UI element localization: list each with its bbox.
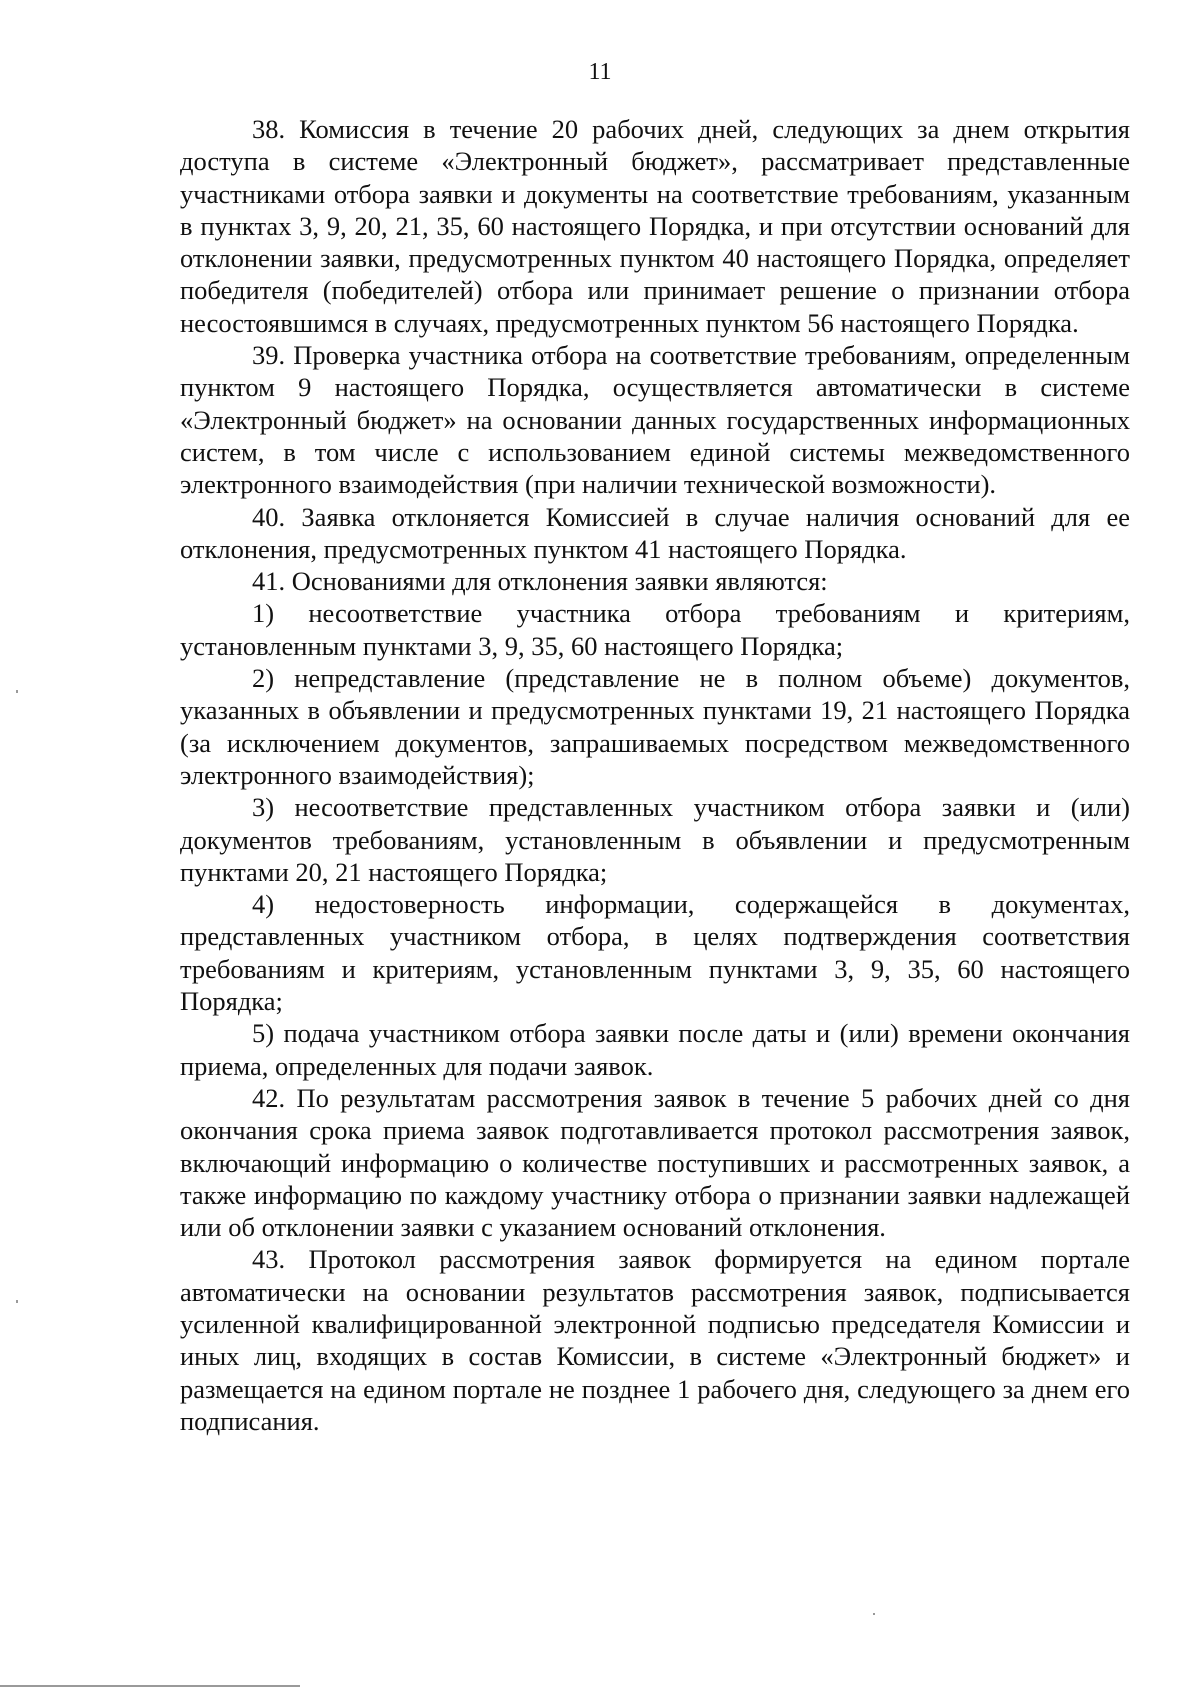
document-body [180, 113, 1130, 1437]
scan-speck [873, 1613, 875, 1615]
paragraph-38: 38. Комиссия в течение 20 рабочих дней, следующих за днем открытия доступа в системе «Электронный бюджет», рассматривает представленные участниками отбора заявки и документы на соответствие требованиям, указанным в пунктах 3, 9, 20, 21, 35, 60 настоящего Порядка, и при отсутствии оснований для отклонении заявки, предусмотренных пунктом 40 настоящего Порядка, определяет победителя (победителей) отбора или принимает решение о признании отбора несостоявшимся в случаях, предусмотренных пунктом 56 настоящего Порядка. [180, 114, 1130, 338]
list-item-3: 3) несоответствие представленных участником отбора заявки и (или) документов требованиям, установленным в объявлении и предусмотренным пунктами 20, 21 настоящего Порядка; [180, 792, 1130, 887]
scan-speck [16, 1300, 18, 1303]
list-item-4: 4) недостоверность информации, содержащейся в документах, представленных участником отбора, в целях подтверждения соответствия требованиям и критериям, установленным пунктами 3, 9, 35, 60 настоящего Порядка; [180, 889, 1130, 1017]
paragraph-42: 42. По результатам рассмотрения заявок в течение 5 рабочих дней со дня окончания срока приема заявок подготавливается протокол рассмотрения заявок, включающий информацию о количестве поступивших и рассмотренных заявок, а также информацию по каждому участнику отбора о признании заявки надлежащей или об отклонении заявки с указанием оснований отклонения. [180, 1082, 1130, 1243]
paragraph-39: 39. Проверка участника отбора на соответствие требованиям, определенным пунктом 9 настоящего Порядка, осуществляется автоматически в системе «Электронный бюджет» на основании данных государственных информационных систем, в том числе с использованием единой системы межведомственного электронного взаимодействия (при наличии технической возможности). [180, 340, 1130, 500]
paragraph-41: 41. Основаниями для отклонения заявки являются: [252, 566, 828, 597]
list-item-5: 5) подача участником отбора заявки после даты и (или) времени окончания приема, определенных для подачи заявок. [180, 1018, 1130, 1081]
scan-speck [16, 690, 18, 693]
page-number: 11 [588, 59, 612, 85]
scan-edge-line [0, 1685, 300, 1687]
list-item-2: 2) непредставление (представление не в полном объеме) документов, указанных в объявлении и предусмотренных пунктами 19, 21 настоящего Порядка (за исключением документов, запрашиваемых посредством межведомственного электронного взаимодействия); [180, 663, 1130, 790]
list-item-1: 1) несоответствие участника отбора требованиям и критериям, установленным пунктами 3, 9, 35, 60 настоящего Порядка; [180, 598, 1130, 661]
paragraph-40: 40. Заявка отклоняется Комиссией в случае наличия оснований для ее отклонения, предусмотренных пунктом 41 настоящего Порядка. [180, 501, 1130, 564]
paragraph-43: 43. Протокол рассмотрения заявок формируется на едином портале автоматически на основании результатов рассмотрения заявок, подписывается усиленной квалифицированной электронной подписью председателя Комиссии и иных лиц, входящих в состав Комиссии, в системе «Электронный бюджет» и размещается на едином портале не позднее 1 рабочего дня, следующего за днем его подписания. [180, 1244, 1130, 1436]
